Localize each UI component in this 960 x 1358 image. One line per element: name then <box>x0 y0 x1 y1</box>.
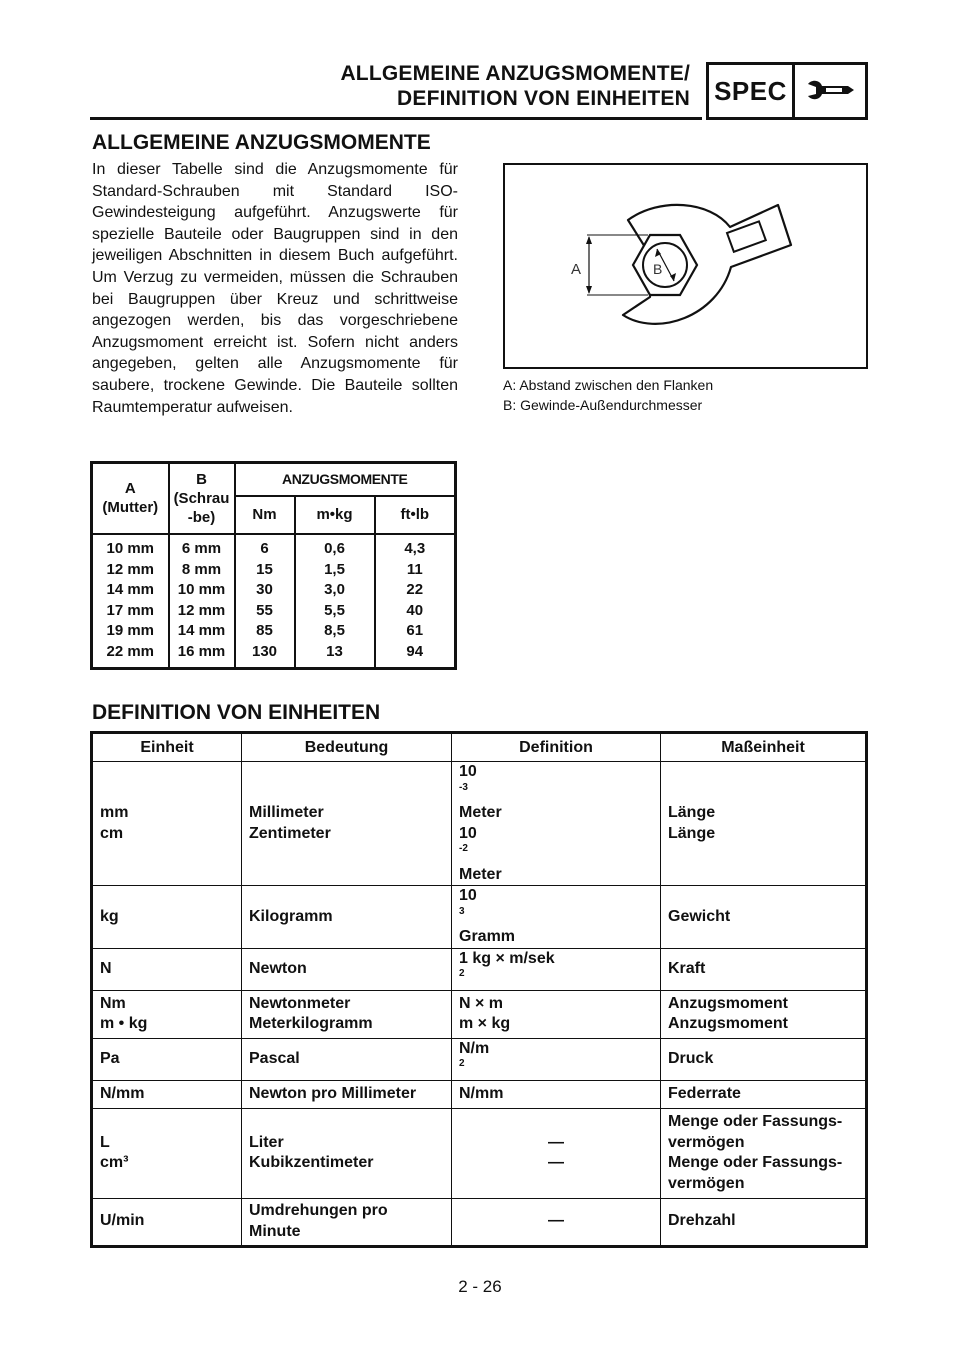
torque-header-mkg: m•kg <box>295 496 375 534</box>
torque-header-b: B (Schrau -be) <box>169 463 235 534</box>
table-row: Pa Pascal N/m $^2$ Druck <box>92 1038 867 1080</box>
header-rule <box>90 117 702 120</box>
units-header-meaning: Bedeutung <box>242 733 452 762</box>
table-row: N Newton 1 kg × m/sek $^2$ Kraft <box>92 948 867 990</box>
torque-intro-paragraph: In dieser Tabelle sind die Anzugsmomente für Standard-Schrauben mit Standard ISO-Gewindesteigung aufgeführt. Anzugswerte für spezielle Bauteile oder Baugruppen sind in den jeweiligen Abschnitten in diesem Buch aufgeführt. Um Verzug zu vermeiden, müssen die Schrauben bei Baugruppen über Kreuz und schrittweise angezogen werden, bis das vorgeschriebene Anzugsmoment erreicht ist. Sofern nicht anders angegeben, gelten alle Anzugsmomente für saubere, trockene Gewinde. Die Bauteile sollten Raumtemperatur aufweisen. <box>92 161 458 416</box>
torque-header-ftlb: ft•lb <box>375 496 456 534</box>
figure-label-b: B <box>653 261 663 277</box>
table-row: Nm m • kg Newtonmeter Meterkilogramm N × m m × kg Anzugsmoment Anzugsmoment <box>92 990 867 1038</box>
torque-section-title: ALLGEMEINE ANZUGSMOMENTE <box>92 131 431 154</box>
torque-col-b: 6 mm 8 mm 10 mm 12 mm 14 mm 16 mm <box>169 534 235 669</box>
page-number: 2 - 26 <box>458 1277 502 1296</box>
header-title-line2: DEFINITION VON EINHEITEN <box>397 87 690 110</box>
spec-label: SPEC <box>709 65 795 117</box>
table-row: mm cm Millimeter Zentimeter 10 $^{-3}$ Meter 10 $^{-2}$ Meter Länge Länge <box>92 762 867 886</box>
spec-badge <box>706 62 868 120</box>
wrench-diagram <box>505 165 866 367</box>
torque-header-a: A (Mutter) <box>92 463 169 534</box>
figure-caption-a: A: Abstand zwischen den Flanken <box>503 377 714 393</box>
units-header-definition: Definition <box>452 733 661 762</box>
figure-label-a: A <box>571 261 582 278</box>
torque-header-nm: Nm <box>235 496 295 534</box>
units-section-title: DEFINITION VON EINHEITEN <box>92 701 381 724</box>
table-row: U/min Umdrehungen pro Minute — Drehzahl <box>92 1198 867 1246</box>
wrench-icon <box>795 65 865 117</box>
torque-col-a: 10 mm 12 mm 14 mm 17 mm 19 mm 22 mm <box>92 534 169 669</box>
units-header-unit: Einheit <box>92 733 242 762</box>
units-table <box>90 731 868 1248</box>
wrench-nut-figure <box>503 163 868 369</box>
torque-col-mkg: 0,6 1,5 3,0 5,5 8,5 13 <box>295 534 375 669</box>
units-header-measure: Maßeinheit <box>661 733 867 762</box>
torque-col-nm: 6 15 30 55 85 130 <box>235 534 295 669</box>
header-title-line1: ALLGEMEINE ANZUGSMOMENTE/ <box>340 62 690 85</box>
torque-group-header: ANZUGSMOMENTE <box>235 463 456 496</box>
torque-table <box>90 461 457 670</box>
table-row: L cm³ Liter Kubikzentimeter — — Menge oder Fassungs- vermögen Menge oder Fassungs- vermögen <box>92 1108 867 1198</box>
table-row: N/mm Newton pro Millimeter N/mm Federrate <box>92 1080 867 1108</box>
figure-caption-b: B: Gewinde-Außendurchmesser <box>503 397 703 413</box>
torque-col-ftlb: 4,3 11 22 40 61 94 <box>375 534 456 669</box>
table-row: kg Kilogramm 10 $^3$ Gramm Gewicht <box>92 886 867 949</box>
